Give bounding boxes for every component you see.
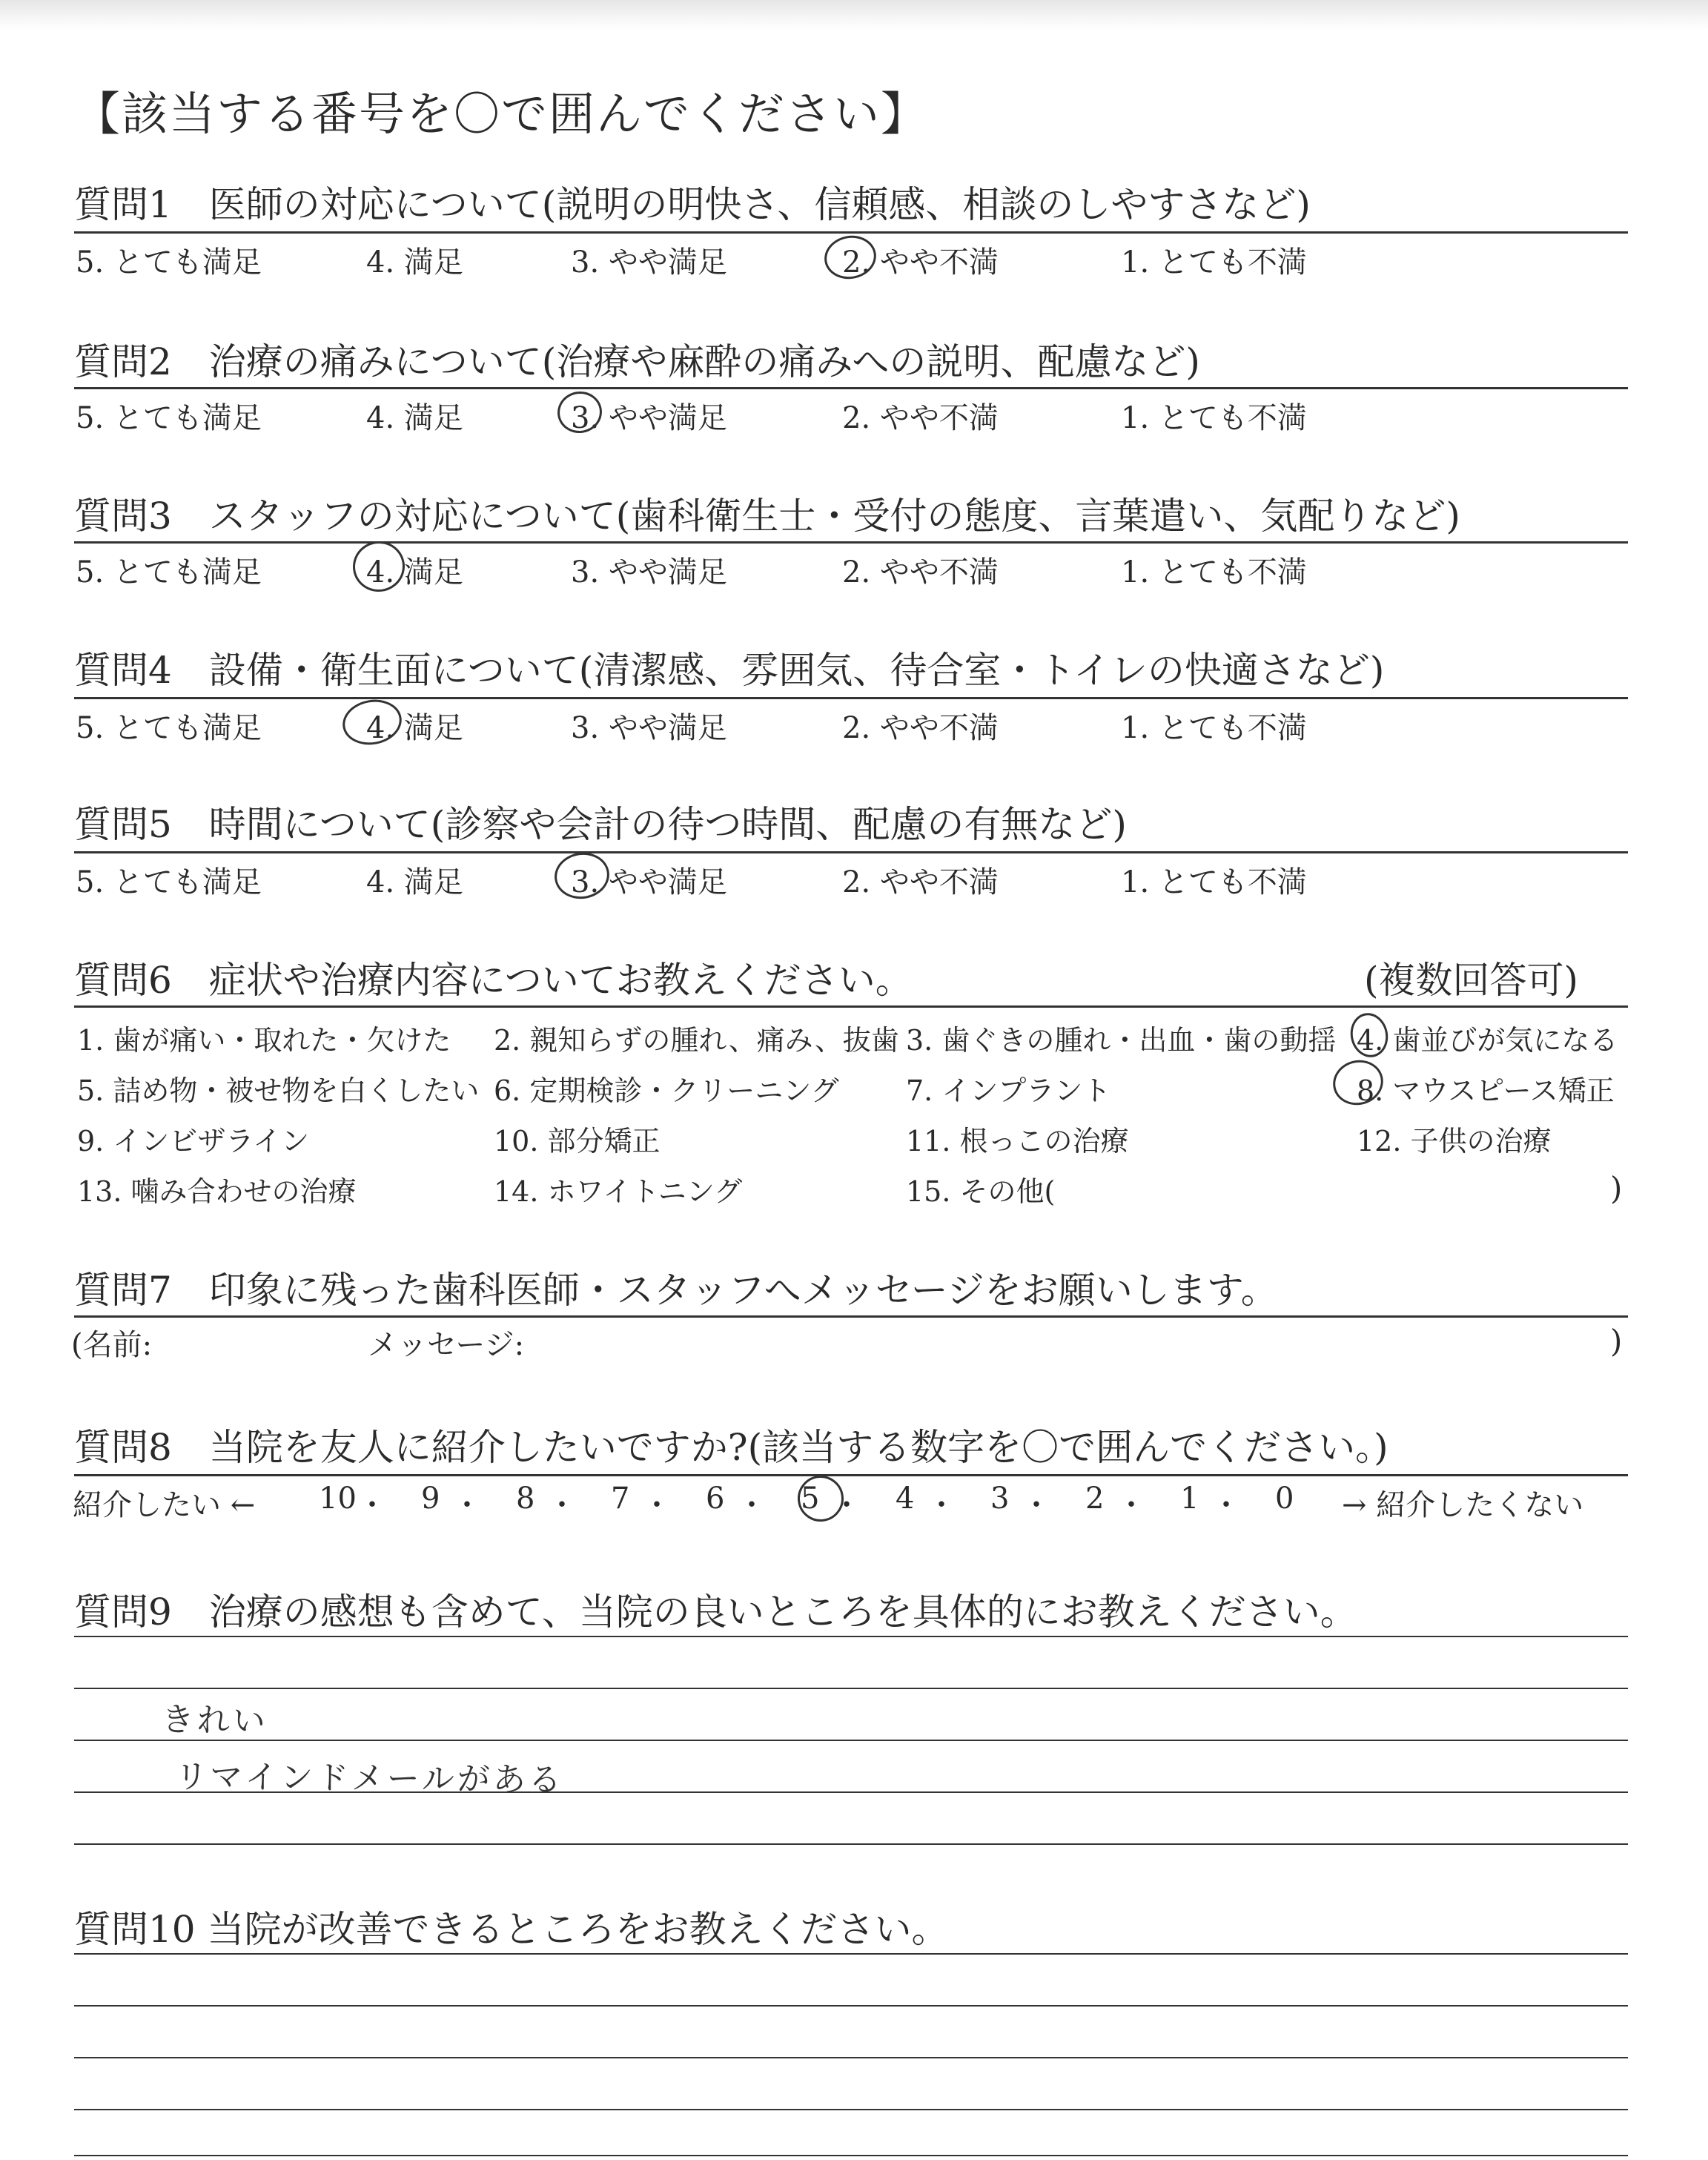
q6-option-14[interactable]: 14. ホワイトニング xyxy=(494,1175,743,1208)
q6-option-1[interactable]: 1. 歯が痛い・取れた・欠けた xyxy=(77,1024,451,1057)
q8-scale-9[interactable]: 9 xyxy=(421,1482,440,1516)
q6-option-15-other[interactable]: 15. その他( xyxy=(906,1175,1056,1208)
q9-handwritten-answer-2: リマインドメールがある xyxy=(174,1757,565,1800)
q6-option-8[interactable]: 8. マウスピース矯正 xyxy=(1357,1074,1615,1107)
q5-rule xyxy=(74,851,1628,853)
q9-line-3 xyxy=(74,1740,1628,1741)
q8-right-label: → 紹介したくない xyxy=(1342,1488,1584,1522)
q6-option-4[interactable]: 4. 歯並びが気になる xyxy=(1357,1024,1618,1057)
q6-option-10[interactable]: 10. 部分矯正 xyxy=(494,1125,661,1157)
q6-option-7[interactable]: 7. インプラント xyxy=(906,1074,1111,1107)
q4-option-1[interactable]: 1. とても不満 xyxy=(1121,711,1307,745)
q4-option-3[interactable]: 3. やや満足 xyxy=(571,711,727,745)
q8-scale-dot: ・ xyxy=(452,1488,482,1522)
q1-option-4[interactable]: 4. 満足 xyxy=(366,245,463,280)
q7-rule xyxy=(74,1315,1628,1318)
q4-option-5[interactable]: 5. とても満足 xyxy=(76,711,262,745)
q8-scale-dot: ・ xyxy=(927,1488,956,1522)
q5-option-3[interactable]: 3. やや満足 xyxy=(571,865,727,899)
q5-option-4[interactable]: 4. 満足 xyxy=(366,865,463,899)
q8-scale-2[interactable]: 2 xyxy=(1085,1482,1105,1516)
q5-option-5[interactable]: 5. とても満足 xyxy=(76,865,262,899)
q8-scale-7[interactable]: 7 xyxy=(611,1482,630,1516)
q8-scale-6[interactable]: 6 xyxy=(706,1482,725,1516)
q6-option-11[interactable]: 11. 根っこの治療 xyxy=(906,1125,1129,1157)
q6-option-12[interactable]: 12. 子供の治療 xyxy=(1357,1125,1552,1157)
q1-option-2[interactable]: 2. やや不満 xyxy=(842,245,999,280)
q9-handwritten-answer-1: きれい xyxy=(161,1700,269,1741)
q6-option-6[interactable]: 6. 定期検診・クリーニング xyxy=(494,1074,839,1107)
q10-line-4 xyxy=(74,2109,1628,2110)
q2-option-1[interactable]: 1. とても不満 xyxy=(1121,401,1307,435)
q8-left-label: 紹介したい ← xyxy=(73,1488,256,1522)
q6-option-5[interactable]: 5. 詰め物・被せ物を白くしたい xyxy=(77,1074,480,1107)
q8-scale-dot: ・ xyxy=(1022,1488,1051,1522)
q1-rule xyxy=(74,231,1628,234)
q3-rule xyxy=(74,541,1628,544)
q7-close-paren: ) xyxy=(1610,1323,1623,1359)
q6-title: 質問6 症状や治療内容についてお教えください。 xyxy=(74,959,913,1002)
q6-option-2[interactable]: 2. 親知らずの腫れ、痛み、抜歯 xyxy=(494,1024,899,1057)
q10-line-1 xyxy=(74,1953,1628,1955)
form-header: 【該当する番号を〇で囲んでください】 xyxy=(74,87,929,141)
q8-scale-dot: ・ xyxy=(1211,1488,1241,1522)
q3-option-2[interactable]: 2. やや不満 xyxy=(842,555,999,589)
q5-title: 質問5 時間について(診察や会計の待つ時間、配慮の有無など) xyxy=(74,803,1127,846)
q1-option-1[interactable]: 1. とても不満 xyxy=(1121,245,1307,280)
q8-scale-4[interactable]: 4 xyxy=(896,1482,915,1516)
q9-line-5 xyxy=(74,1843,1628,1845)
q5-option-2[interactable]: 2. やや不満 xyxy=(842,865,999,899)
q7-message-label: メッセージ: xyxy=(368,1328,525,1362)
q8-scale-dot: ・ xyxy=(832,1488,861,1522)
q4-option-4[interactable]: 4. 満足 xyxy=(366,711,463,745)
q8-scale-dot: ・ xyxy=(642,1488,672,1522)
q7-title: 質問7 印象に残った歯科医師・スタッフへメッセージをお願いします。 xyxy=(74,1269,1278,1312)
q10-title: 質問10 当院が改善できるところをお教えください。 xyxy=(74,1908,949,1951)
q1-title: 質問1 医師の対応について(説明の明快さ、信頼感、相談のしやすさなど) xyxy=(74,183,1311,226)
q6-other-close-paren: ) xyxy=(1610,1170,1623,1206)
q8-scale-0[interactable]: 0 xyxy=(1275,1482,1294,1516)
q8-scale-10[interactable]: 10 xyxy=(319,1482,357,1516)
q8-scale-dot: ・ xyxy=(547,1488,577,1522)
q8-scale-dot: ・ xyxy=(357,1488,387,1522)
q8-rule xyxy=(74,1474,1628,1476)
q4-title: 質問4 設備・衛生面について(清潔感、雰囲気、待合室・トイレの快適さなど) xyxy=(74,649,1385,692)
q8-scale-1[interactable]: 1 xyxy=(1180,1482,1199,1516)
q8-scale-3[interactable]: 3 xyxy=(990,1482,1010,1516)
q6-multiple-note: (複数回答可) xyxy=(1364,959,1579,1002)
q10-line-5 xyxy=(74,2155,1628,2156)
q3-option-4[interactable]: 4. 満足 xyxy=(366,555,463,589)
q8-scale-8[interactable]: 8 xyxy=(516,1482,535,1516)
q3-title: 質問3 スタッフの対応について(歯科衛生士・受付の態度、言葉遣い、気配りなど) xyxy=(74,495,1460,538)
q7-name-label: (名前: xyxy=(71,1328,153,1362)
q9-line-2 xyxy=(74,1688,1628,1689)
q6-option-9[interactable]: 9. インビザライン xyxy=(77,1125,310,1157)
q2-option-3[interactable]: 3. やや満足 xyxy=(571,401,727,435)
q2-option-4[interactable]: 4. 満足 xyxy=(366,401,463,435)
q10-line-3 xyxy=(74,2057,1628,2058)
q9-line-1 xyxy=(74,1636,1628,1637)
q4-rule xyxy=(74,697,1628,699)
q8-scale-dot: ・ xyxy=(737,1488,767,1522)
q10-line-2 xyxy=(74,2005,1628,2007)
q5-option-1[interactable]: 1. とても不満 xyxy=(1121,865,1307,899)
q6-rule xyxy=(74,1005,1628,1008)
q2-option-2[interactable]: 2. やや不満 xyxy=(842,401,999,435)
q2-rule xyxy=(74,387,1628,389)
q4-option-2[interactable]: 2. やや不満 xyxy=(842,711,999,745)
q8-scale-dot: ・ xyxy=(1116,1488,1146,1522)
q6-option-13[interactable]: 13. 噛み合わせの治療 xyxy=(77,1175,357,1208)
q1-option-3[interactable]: 3. やや満足 xyxy=(571,245,727,280)
q9-title: 質問9 治療の感想も含めて、当院の良いところを具体的にお教えください。 xyxy=(74,1591,1357,1634)
q8-scale-5[interactable]: 5 xyxy=(801,1482,820,1516)
q6-option-3[interactable]: 3. 歯ぐきの腫れ・出血・歯の動揺 xyxy=(906,1024,1337,1057)
q1-option-5[interactable]: 5. とても満足 xyxy=(76,245,262,280)
q8-title: 質問8 当院を友人に紹介したいですか?(該当する数字を〇で囲んでください。) xyxy=(74,1426,1388,1469)
q2-title: 質問2 治療の痛みについて(治療や麻酔の痛みへの説明、配慮など) xyxy=(74,340,1200,383)
q2-option-5[interactable]: 5. とても満足 xyxy=(76,401,262,435)
q3-option-5[interactable]: 5. とても満足 xyxy=(76,555,262,589)
scan-top-shadow xyxy=(0,0,1708,30)
q3-option-3[interactable]: 3. やや満足 xyxy=(571,555,727,589)
q3-option-1[interactable]: 1. とても不満 xyxy=(1121,555,1307,589)
